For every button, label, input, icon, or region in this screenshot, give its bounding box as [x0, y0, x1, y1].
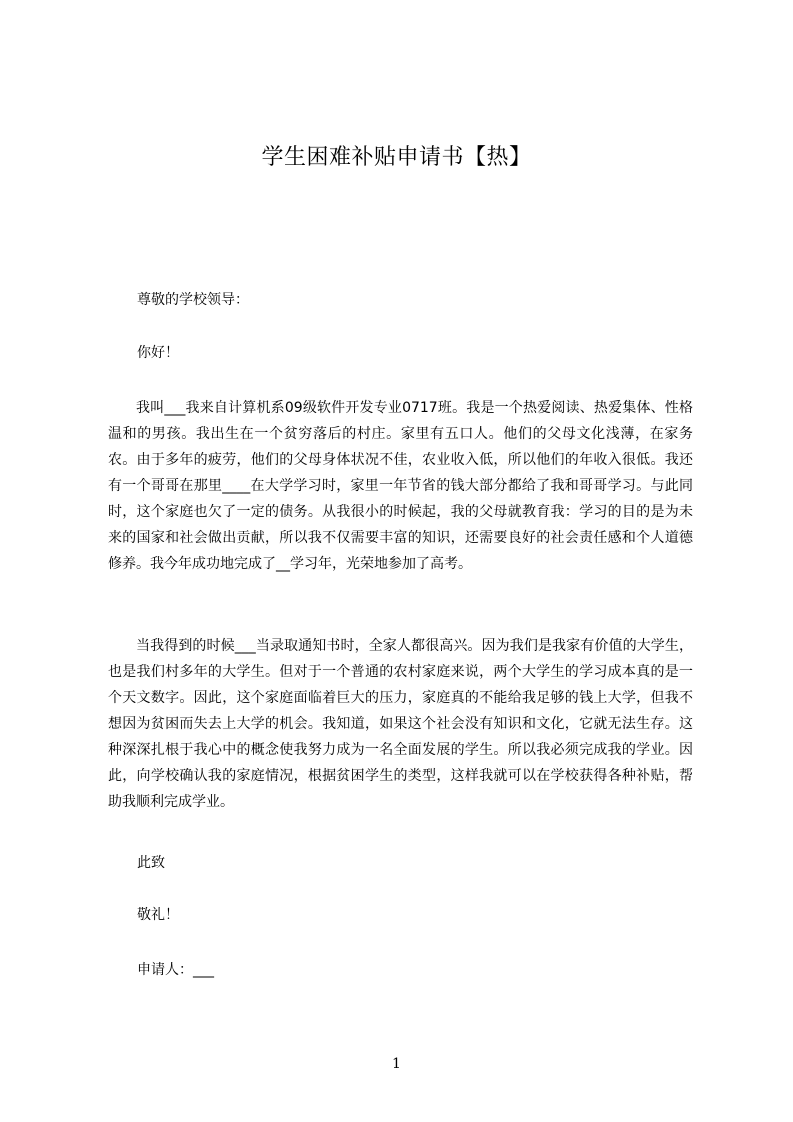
body-paragraph-2: 当我得到的时候___当录取通知书时，全家人都很高兴。因为我们是我家有价值的大学生，也是我们村多年的大学生。但对于一个普通的农村家庭来说，两个大学生的学习成本真的是一个天文数字。因此，这个家庭面临着巨大的压力，家庭真的不能给我足够的钱上大学，但我不想因为贫困而失去上大学的机会。我知道，如果这个社会没有知识和文化，它就无法生存。这种深深扎根于我心中的概念使我努力成为一名全面发展的学生。所以我必须完成我的学业。因此，向学校确认我的家庭情况，根据贫困学生的类型，这样我就可以在学校获得各种补贴，帮助我顺利完成学业。 [108, 638, 693, 810]
closing-phrase: 此致 [137, 855, 165, 871]
applicant-signature: 申请人：___ [137, 962, 214, 978]
body-paragraph-1: 我叫___我来自计算机系09级软件开发专业0717班。我是一个热爱阅读、热爱集体、性格温和的男孩。我出生在一个贫穷落后的村庄。家里有五口人。他们的父母文化浅薄，在家务农。由于多年的疲劳，他们的父母身体状况不佳，农业收入低，所以他们的年收入很低。我还有一个哥哥在那里____在大学学习时，家里一年节省的钱大部分都给了我和哥哥学习。与此同时，这个家庭也欠了一定的债务。从我很小的时候起，我的父母就教育我：学习的目的是为未来的国家和社会做出贡献，所以我不仅需要丰富的知识，还需要良好的社会责任感和个人道德修养。我今年成功地完成了__学习年，光荣地参加了高考。 [108, 400, 693, 572]
greeting: 你好！ [137, 345, 179, 361]
salutation: 尊敬的学校领导： [137, 292, 249, 308]
document-title: 学生困难补贴申请书【热】 [261, 145, 532, 170]
regards-phrase: 敬礼！ [137, 907, 179, 923]
page-number: 1 [392, 1056, 401, 1072]
